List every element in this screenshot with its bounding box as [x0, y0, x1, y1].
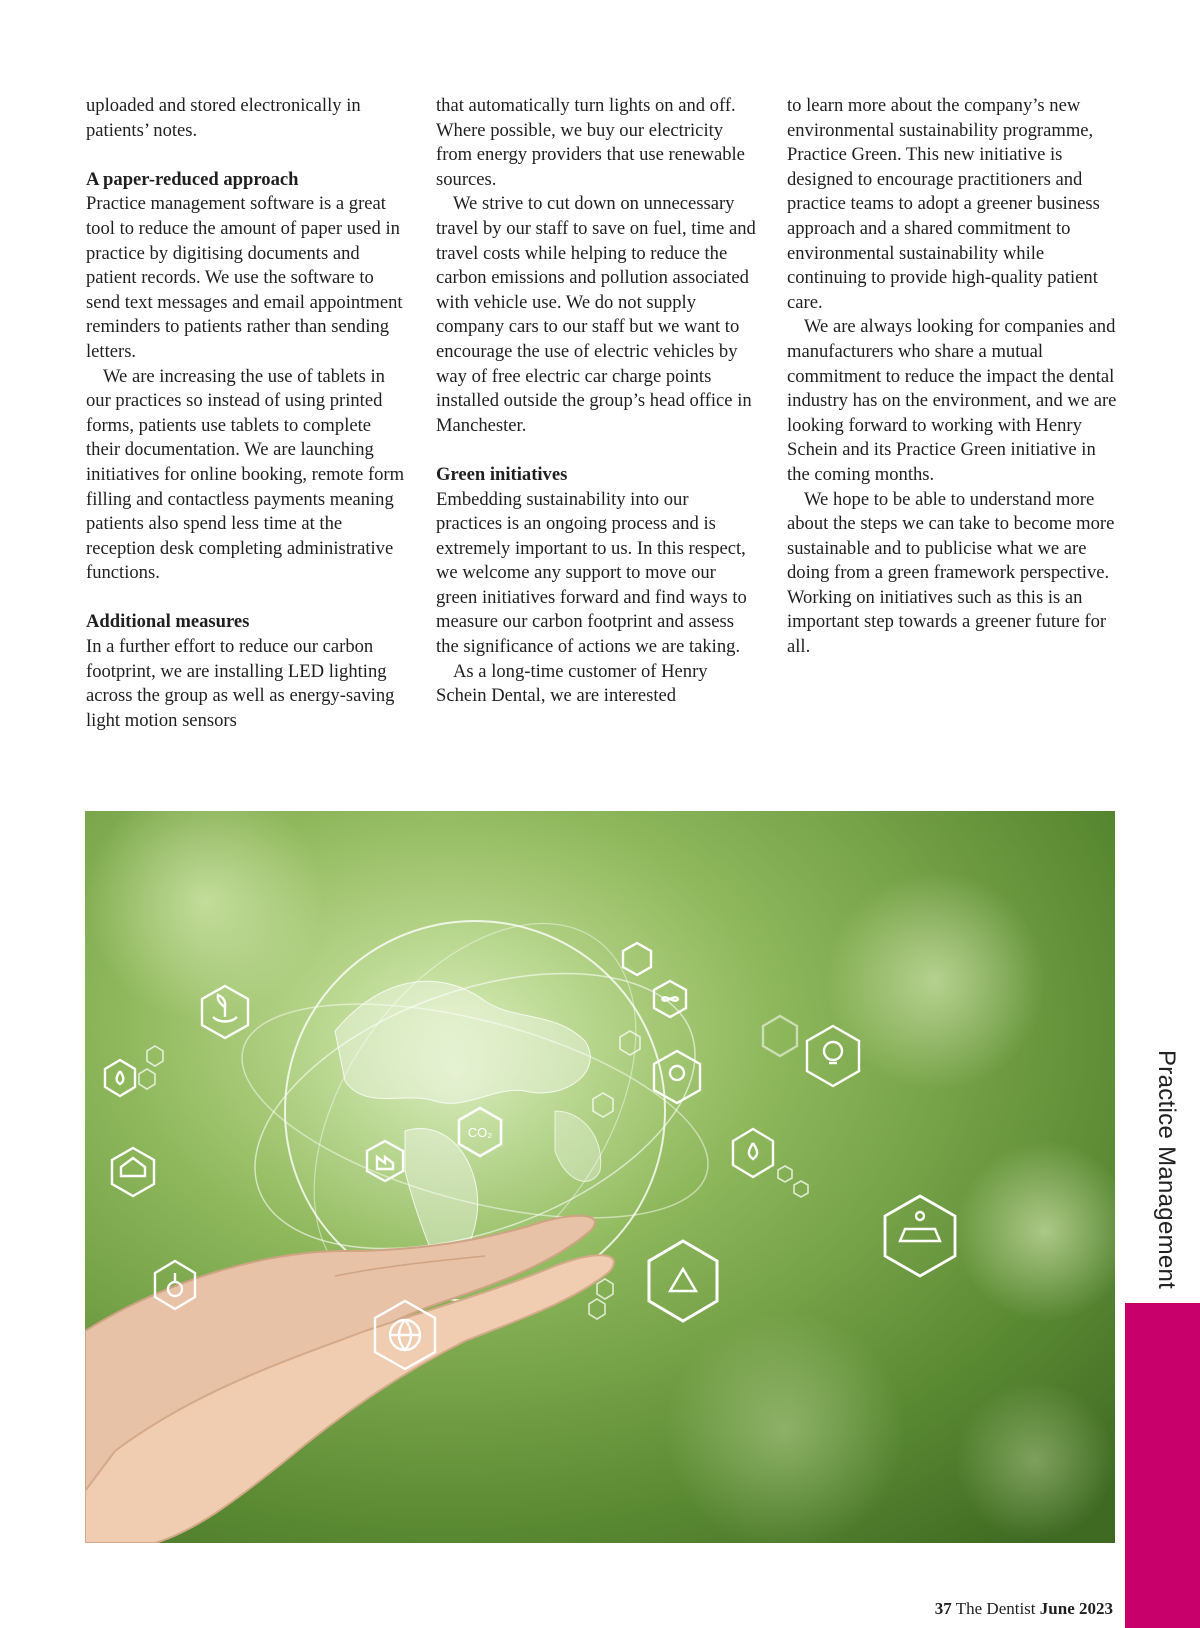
page-footer — [935, 1599, 1113, 1619]
section-label-text: Practice Management — [1153, 1050, 1180, 1290]
article-column-1 — [86, 94, 408, 733]
subheading-paper-reduced: A paper-reduced approach — [86, 168, 299, 190]
subheading-green-initiatives: Green initiatives — [436, 463, 568, 485]
page-number: 37 — [934, 1599, 952, 1618]
section-color-tab — [1125, 1303, 1200, 1628]
co2-label: CO₂ — [467, 1125, 493, 1140]
paragraph: that automatically turn lights on and off. Where possible, we buy our electricity from energy providers that use renewable sources. — [436, 95, 745, 190]
subheading-additional-measures: Additional measures — [86, 611, 250, 633]
paragraph: to learn more about the company’s new environmental sustainability programme, Practice Green. This new initiative is designed to encourage practitioners and practice teams to adopt a greener business approach and a shared commitment to environmental sustainability while continuing to provide high-quality patient care. — [787, 95, 1100, 313]
paragraph: We strive to cut down on unnecessary travel by our staff to save on fuel, time and travel costs while helping to reduce the carbon emissions and pollution associated with vehicle use. We do not supply company cars to our staff but we want to encourage the use of electric vehicles by way of free electric car charge points installed outside the group’s head office in Manchester. — [436, 193, 756, 436]
paragraph: Embedding sustainability into our practices is an ongoing process and is extremely important to us. In this respect, we welcome any support to move our green initiatives forward and find ways to measure our carbon footprint and assess the significance of actions we are taking. — [436, 488, 747, 658]
paragraph: uploaded and stored electronically in patients’ notes. — [86, 95, 361, 141]
paragraph: We hope to be able to understand more about the steps we can take to become more sustainable and to publicise what we are doing from a green framework perspective. Working on initiatives such as this is an important step towards a greener future for all. — [787, 488, 1115, 658]
paragraph: We are increasing the use of tablets in our practices so instead of using printed forms, patients use tablets to complete their documentation. We are launching initiatives for online booking, remote form filling and contactless payments meaning patients also spend less time at the reception desk completing administrative functions. — [86, 365, 405, 584]
paragraph: As a long-time customer of Henry Schein Dental, we are interested — [436, 660, 708, 707]
article-column-2 — [436, 94, 758, 709]
paragraph: Practice management software is a great tool to reduce the amount of paper used in practice by digitising documents and patient records. We use the software to send text messages and email appointment reminders to patients rather than sending letters. — [86, 193, 403, 362]
section-label — [1150, 1050, 1180, 1290]
sustainability-photo — [85, 811, 1115, 1543]
paragraph: We are always looking for companies and manufacturers who share a mutual commitment to reduce the impact the dental industry has on the environment, and we are looking forward to working with Henry Schein and its Practice Green initiative in the coming months. — [787, 316, 1117, 485]
issue-year: 2023 — [1079, 1599, 1113, 1618]
issue-month: June — [1039, 1599, 1075, 1618]
paragraph: In a further effort to reduce our carbon footprint, we are installing LED lighting across the group as well as energy-saving light motion sensors — [86, 636, 395, 731]
article-column-3 — [787, 94, 1117, 660]
publication-name: The Dentist — [955, 1599, 1036, 1618]
